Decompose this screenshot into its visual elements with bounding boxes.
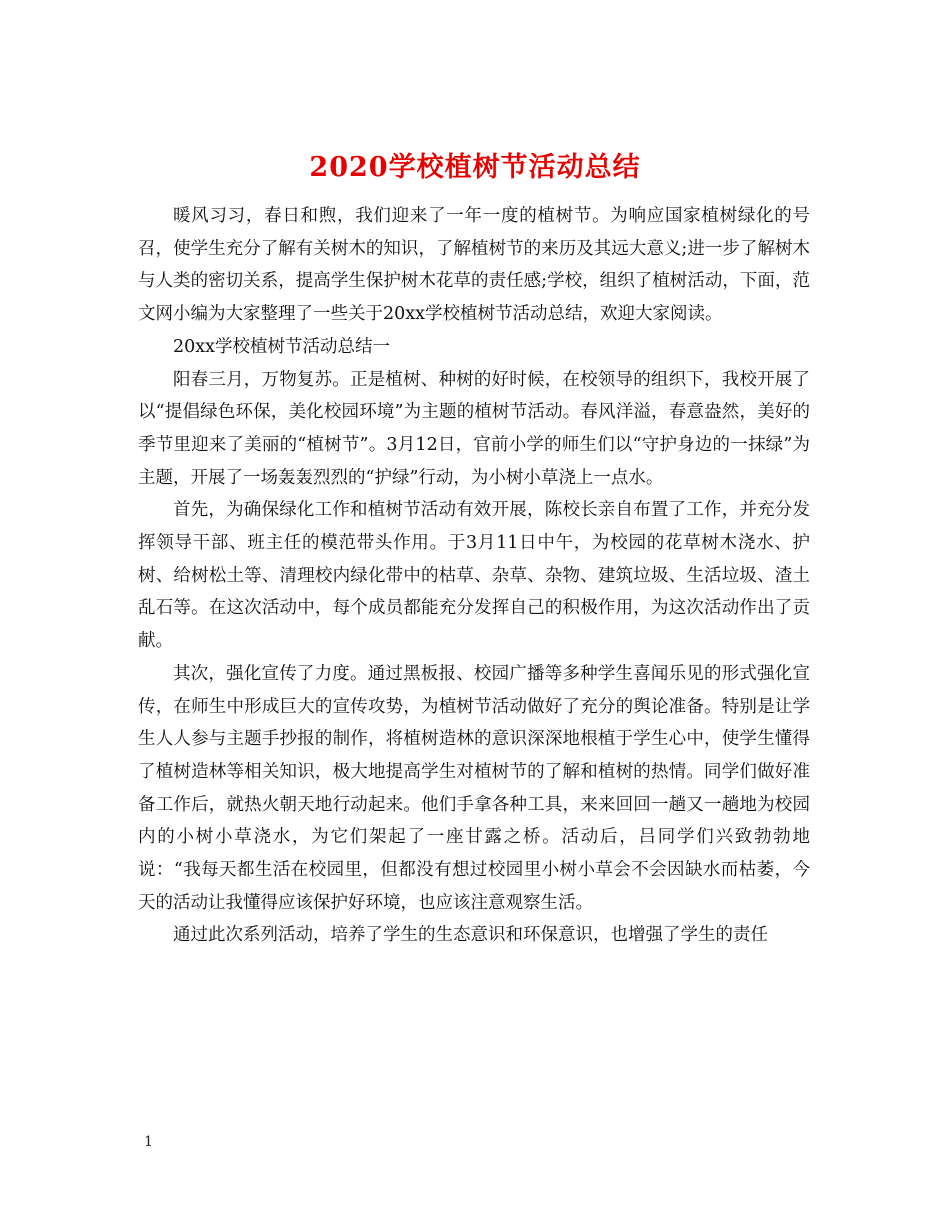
paragraph-conclusion: 通过此次系列活动，培养了学生的生态意识和环保意识，也增强了学生的责任 — [173, 925, 768, 946]
paragraph-second: 其次，强化宣传了力度。通过黑板报、校园广播等多种学生喜闻乐见的形式强化宣传，在师生中形成巨大的宣传攻势，为植树节活动做好了充分的舆论准备。特别是让学生人人参与主题手抄报的制作，将植树造林的意识深深地根植于学生心中，使学生懂得了植树造林等相关知识，极大地提高学生对植树节的了解和植树的热情。同学们做好准备工作后，就热火朝天地行动起来。他们手拿各种工具，来来回回一趟又一趟地为校园内的小树小草浇水，为它们架起了一座甘露之桥。活动后，吕同学们兴致勃勃地说：“我每天都生活在校园里，但都没有想过校园里小树小草会不会因缺水而枯萎，今天的活动让我懂得应该保护好环境，也应该注意观察生活。 — [138, 663, 810, 913]
document-title: 2020学校植树节活动总结 — [309, 152, 641, 184]
paragraph-intro: 暖风习习，春日和煦，我们迎来了一年一度的植树节。为响应国家植树绿化的号召，使学生充分了解有关树木的知识，了解植树节的来历及其远大意义;进一步了解树木与人类的密切关系，提高学生保护树木花草的责任感;学校，组织了植树活动，下面，范文网小编为大家整理了一些关于20xx学校植树节活动总结，欢迎大家阅读。 — [138, 206, 810, 325]
paragraph-spring: 阳春三月，万物复苏。正是植树、种树的好时候，在校领导的组织下，我校开展了以“提倡绿色环保，美化校园环境”为主题的植树节活动。春风洋溢，春意盎然，美好的季节里迎来了美丽的“植树节”。3月12日，官前小学的师生们以“守护身边的一抹绿”为主题，开展了一场轰轰烈烈的“护绿”行动，为小树小草浇上一点水。 — [138, 369, 810, 488]
paragraph-first: 首先，为确保绿化工作和植树节活动有效开展，陈校长亲自布置了工作，并充分发挥领导干部、班主任的模范带头作用。于3月11日中午，为校园的花草树木浇水、护树、给树松土等、清理校内绿化带中的枯草、杂草、杂物、建筑垃圾、生活垃圾、渣土乱石等。在这次活动中，每个成员都能充分发挥自己的积极作用，为这次活动作出了贡献。 — [138, 500, 810, 652]
section-heading: 20xx学校植树节活动总结一 — [173, 336, 391, 357]
document-body — [138, 200, 810, 952]
page-number: 1 — [144, 1134, 153, 1150]
